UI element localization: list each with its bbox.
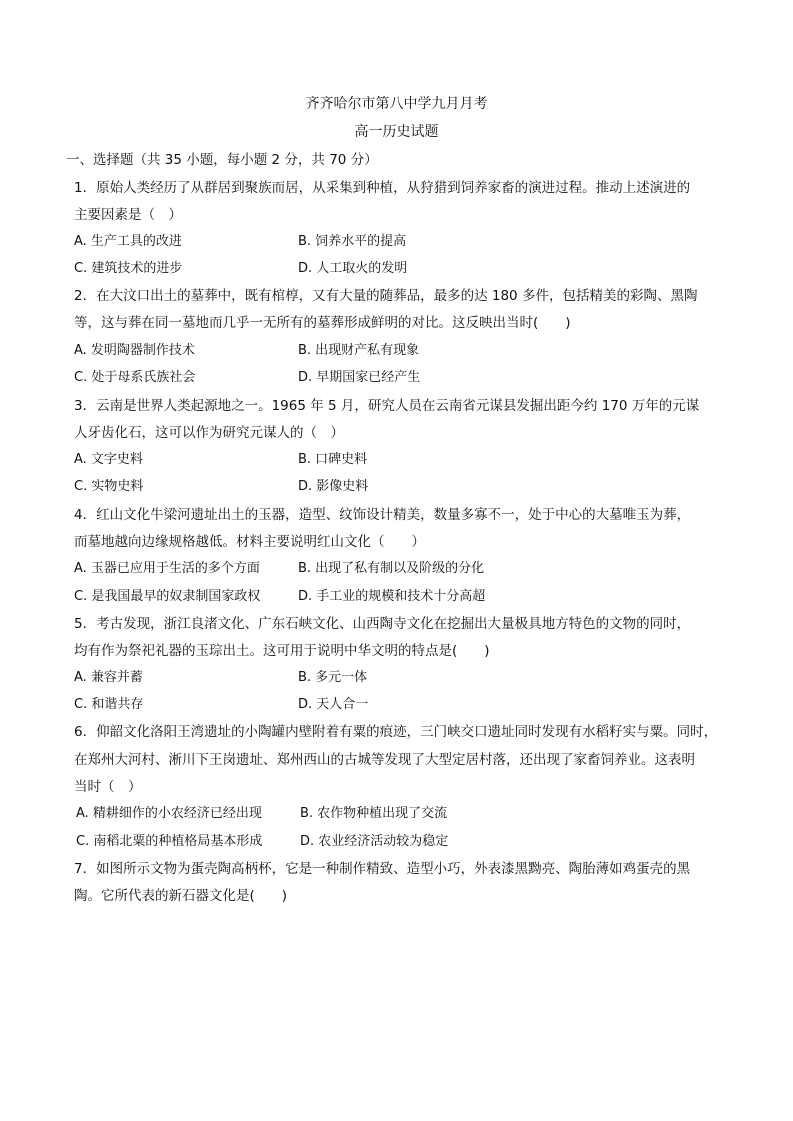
option-d: D. 手工业的规模和技术十分高超 [298,589,486,604]
question-text: 1．原始人类经历了从群居到聚族而居，从采集到种植，从狩猎到饲养家畜的演进过程。推动上述演进的 [74,180,691,196]
option-b: B. 饲养水平的提高 [298,234,407,249]
option-b: B. 出现财产私有现象 [298,343,420,358]
option-b: B. 农作物种植出现了交流 [300,806,448,821]
question-text: 主要因素是（ ） [74,207,182,223]
question-text: 5．考古发现，浙江良渚文化、广东石峡文化、山西陶寺文化在挖掘出大量极具地方特色的文物的同时， [74,616,691,632]
option-a: A. 玉器已应用于生活的多个方面 [74,561,260,576]
option-c: C. 建筑技术的进步 [74,261,183,276]
question-text: 4．红山文化牛梁河遗址出土的玉器，造型、纹饰设计精美，数量多寡不一，处于中心的大墓唯玉为葬， [74,507,691,523]
question-text: 在郑州大河村、淅川下王岗遗址、郑州西山的古城等发现了大型定居村落，还出现了家畜饲养业。这表明 [74,752,695,768]
option-d: D. 影像史料 [298,479,369,494]
section-heading: 一、选择题（共 35 小题，每小题 2 分，共 70 分） [66,152,378,168]
option-d: D. 早期国家已经产生 [298,370,421,385]
option-b: B. 多元一体 [298,670,368,685]
question-text: 6．仰韶文化洛阳王湾遗址的小陶罐内壁附着有粟的痕迹，三门峡交口遗址同时发现有水稻籽实与粟。同时， [74,724,718,740]
option-c: C. 处于母系氏族社会 [74,370,196,385]
option-a: A. 精耕细作的小农经济已经出现 [76,806,262,821]
exam-subject-title: 高一历史试题 [354,124,439,140]
option-b: B. 口碑史料 [298,452,368,467]
option-d: D. 天人合一 [298,697,369,712]
option-d: D. 人工取火的发明 [298,261,408,276]
school-title: 齐齐哈尔市第八中学九月月考 [305,96,488,112]
option-a: A. 生产工具的改进 [74,234,182,249]
option-a: A. 文字史料 [74,452,143,467]
question-text: 3．云南是世界人类起源地之一。1965 年 5 月，研究人员在云南省元谋县发掘出距今约 170 万年的元谋 [74,398,700,414]
option-a: A. 发明陶器制作技术 [74,343,195,358]
option-c: C. 是我国最早的奴隶制国家政权 [74,589,261,604]
question-text: 当时（ ） [74,779,142,795]
option-c: C. 实物史料 [74,479,144,494]
option-a: A. 兼容并蓄 [74,670,143,685]
question-text: 陶。它所代表的新石器文化是( ) [74,888,288,904]
question-text: 而墓地越向边缘规格越低。材料主要说明红山文化（ ） [74,534,425,550]
question-text: 7．如图所示文物为蛋壳陶高柄杯，它是一种制作精致、造型小巧，外表漆黑黝亮、陶胎薄如鸡蛋壳的黑 [74,861,691,877]
question-text: 2．在大汶口出土的墓葬中，既有棺椁，又有大量的随葬品，最多的达 180 多件，包括精美的彩陶、黑陶 [74,288,698,304]
question-text: 人牙齿化石，这可以作为研究元谋人的（ ） [74,425,344,441]
question-text: 均有作为祭祀礼器的玉琮出土。这可用于说明中华文明的特点是( ) [74,643,490,659]
option-c: C. 南稻北粟的种植格局基本形成 [76,834,263,849]
option-d: D. 农业经济活动较为稳定 [300,834,449,849]
question-text: 等，这与葬在同一墓地而几乎一无所有的墓葬形成鲜明的对比。这反映出当时( ) [74,315,571,331]
option-c: C. 和谐共存 [74,697,144,712]
option-b: B. 出现了私有制以及阶级的分化 [298,561,485,576]
